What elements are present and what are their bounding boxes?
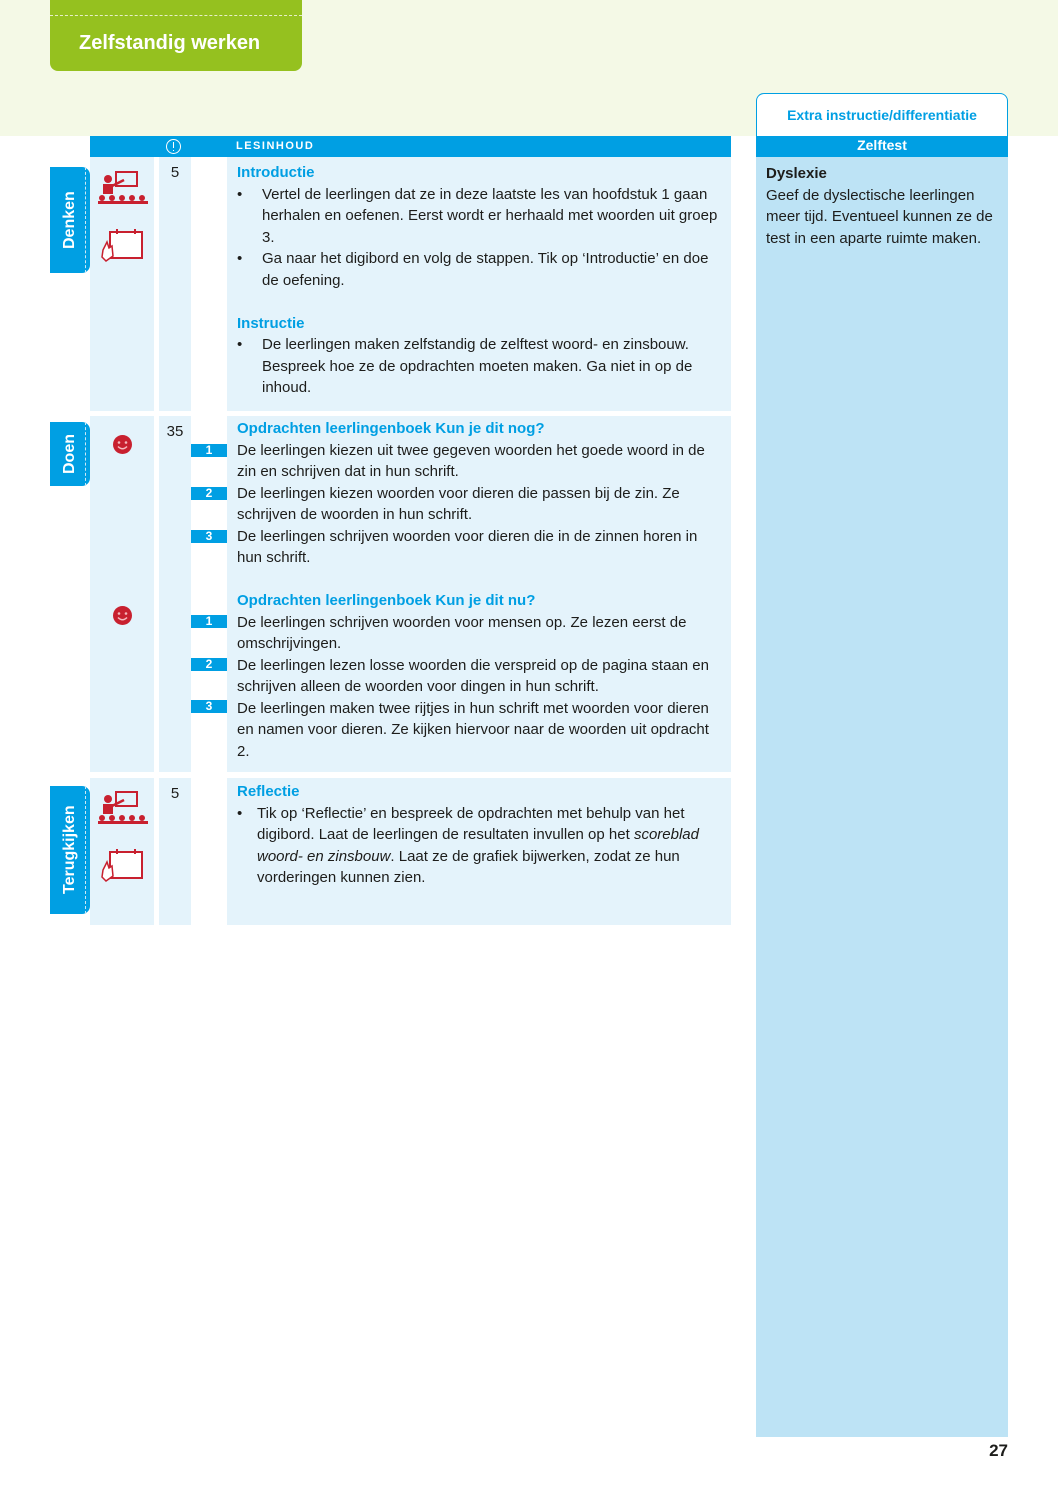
phase-label: Denken (61, 191, 78, 249)
phase-tab-terugkijken (50, 786, 90, 914)
time-value: 5 (170, 785, 180, 802)
task-text: De leerlingen kiezen uit twee gegeven woorden het goede woord in de zin en schrijven dat in hun schrift. (237, 441, 705, 480)
block2-heading: Opdrachten leerlingenboek Kun je dit nu? (237, 592, 536, 609)
intro-heading: Introductie (237, 164, 315, 181)
time-value: 5 (170, 164, 180, 181)
list-item: • De leerlingen maken zelfstandig de zelftest woord- en zinsbouw. Bespreek hoe ze de opdrachten moeten maken. Ga niet in op de inhoud. (237, 334, 725, 399)
clock-icon (166, 139, 181, 154)
task-text: De leerlingen kiezen woorden voor dieren die passen bij de zin. Ze schrijven de woorden in hun schrift. (237, 484, 680, 523)
task-number: 1 (191, 444, 227, 457)
reflection-text-1: Tik op ‘Reflectie’ en bespreek de opdrachten met behulp van het digibord. Laat de leerlingen de resultaten invullen op het (257, 804, 685, 843)
instruction-heading: Instructie (237, 314, 305, 332)
intro-list (237, 184, 725, 292)
task-number: 1 (191, 615, 227, 628)
reflection-heading: Reflectie (237, 783, 300, 800)
list-item (237, 803, 725, 889)
phase-label: Terugkijken (61, 805, 78, 895)
phase-label: Doen (61, 434, 78, 474)
time-value: 35 (166, 423, 184, 440)
spacer (237, 569, 725, 591)
task-text: De leerlingen maken twee rijtjes in hun schrift met woorden voor dieren en namen voor dieren. Ze kijken hiervoor naar de woorden uit opdracht 2. (237, 699, 709, 760)
reflection-list (237, 803, 725, 889)
smiley-icon (112, 605, 133, 626)
list-item: • Vertel de leerlingen dat ze in deze laatste les van hoofdstuk 1 gaan herhalen en oefenen. Eerst wordt er herhaald met woorden uit groep 3. (237, 184, 725, 249)
time-cell (159, 416, 191, 772)
lesinhoud-label: LESINHOUD (236, 140, 315, 152)
task-text: De leerlingen schrijven woorden voor mensen op. Ze lezen eerst de omschrijvingen. (237, 613, 687, 652)
phase-tab-denken (50, 167, 90, 273)
extra-instruction-tab: Extra instructie/differentiatie (756, 93, 1008, 137)
instruction-list (237, 334, 725, 399)
list-item: • Ga naar het digibord en volg de stappen. Tik op ‘Introductie’ en doe de oefening. (237, 248, 725, 291)
smiley-icon (112, 434, 133, 455)
phase-tab-doen (50, 422, 90, 486)
page-number: 27 (989, 1441, 1008, 1460)
icon-cell (90, 416, 154, 772)
digiboard-hand-icon (100, 228, 144, 262)
task-number: 2 (191, 658, 227, 671)
teacher-class-icon (97, 790, 149, 824)
lesson-table-header (90, 136, 731, 157)
task-text: De leerlingen schrijven woorden voor dieren die in de zinnen horen in hun schrift. (237, 527, 698, 566)
spacer (237, 291, 725, 313)
teacher-class-icon (97, 170, 149, 204)
side-column-title: Zelftest (756, 136, 1008, 157)
reflection-text-2: . Laat ze de grafiek bijwerken, zodat ze hun vorderingen kunnen zien. (257, 847, 680, 886)
task-text: De leerlingen lezen losse woorden die verspreid op de pagina staan en schrijven alleen de woorden voor dingen in hun schrift. (237, 656, 709, 695)
terugkijken-content (237, 781, 725, 889)
time-cell (159, 157, 191, 411)
dashed-line (50, 15, 302, 16)
task-number: 3 (191, 700, 227, 713)
block1-heading: Opdrachten leerlingenboek Kun je dit nog? (237, 420, 545, 437)
reflection-italic: scoreblad woord- en zinsbouw (257, 826, 699, 865)
doen-content (237, 418, 725, 762)
page-title: Zelfstandig werken (79, 32, 261, 54)
section-title-tab (50, 0, 302, 71)
task-number: 3 (191, 530, 227, 543)
digiboard-hand-icon (100, 848, 144, 882)
denken-content (237, 162, 725, 399)
side-heading: Dyslexie (766, 165, 827, 182)
side-text: Geef de dyslectische leerlingen meer tijd. Eventueel kunnen ze de test in een aparte ruimte maken. (766, 186, 993, 247)
task-number: 2 (191, 487, 227, 500)
